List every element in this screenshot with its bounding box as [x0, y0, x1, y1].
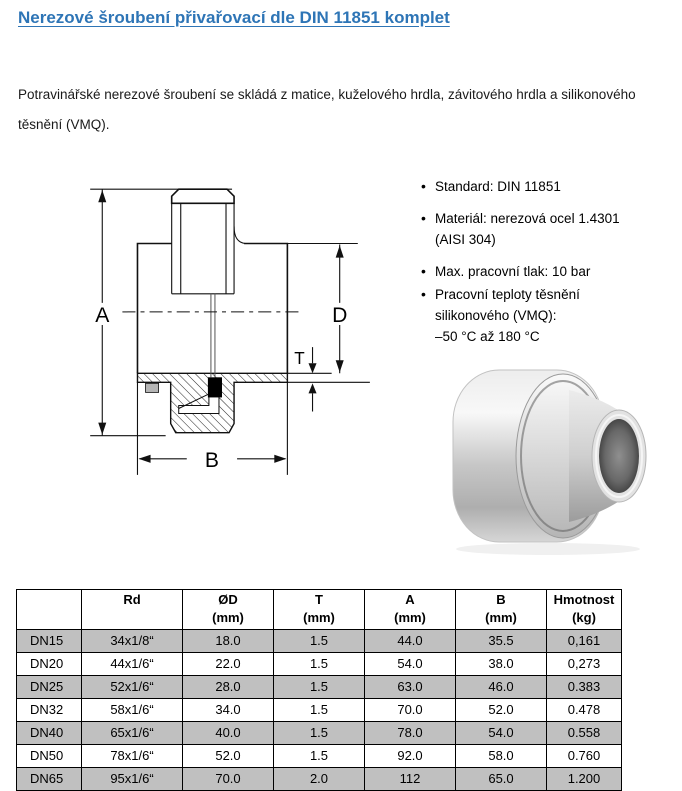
cell-a: 54.0 [365, 653, 456, 676]
dim-label-a: A [95, 303, 110, 327]
bullet-icon: • [421, 263, 426, 279]
cell-t: 1.5 [274, 676, 365, 699]
list-item [410, 261, 682, 282]
column-header-hmotnost: Hmotnost (kg) [547, 590, 622, 630]
intro-paragraph: Potravinářské nerezové šroubení se skládá z matice, kuželového hrdla, závitového hrdla a silikonového těsnění (VMQ). [18, 87, 636, 132]
table-row [17, 699, 622, 722]
cell-weight: 0.478 [547, 699, 622, 722]
photo-shadow [456, 543, 640, 555]
cell-t: 1.5 [274, 745, 365, 768]
cell-rd: 58x1/6“ [82, 699, 183, 722]
cell-b: 52.0 [456, 699, 547, 722]
column-header-a: A (mm) [365, 590, 456, 630]
column-header-rd: Rd [82, 590, 183, 630]
dim-label-d: D [332, 303, 348, 327]
cell-t: 1.5 [274, 699, 365, 722]
spec-line: Materiál: nerezová ocel 1.4301 [435, 211, 620, 226]
cell-rd: 44x1/6“ [82, 653, 183, 676]
cell-od: 70.0 [183, 768, 274, 791]
column-header-b: B (mm) [456, 590, 547, 630]
bullet-icon: • [421, 178, 426, 194]
section-hatch [137, 294, 287, 433]
cell-b: 46.0 [456, 676, 547, 699]
cell-rd: 78x1/6“ [82, 745, 183, 768]
cell-rd: 65x1/6“ [82, 722, 183, 745]
dimension-table [16, 589, 622, 791]
cell-dn: DN20 [17, 653, 82, 676]
cell-dn: DN32 [17, 699, 82, 722]
spec-line: (AISI 304) [435, 232, 496, 247]
table-row [17, 768, 622, 791]
bullet-icon: • [421, 210, 426, 226]
list-item [410, 208, 682, 250]
table-row [17, 676, 622, 699]
cell-a: 70.0 [365, 699, 456, 722]
cell-t: 1.5 [274, 630, 365, 653]
cell-a: 78.0 [365, 722, 456, 745]
cell-od: 18.0 [183, 630, 274, 653]
cell-dn: DN25 [17, 676, 82, 699]
column-header-t: T (mm) [274, 590, 365, 630]
cell-weight: 0.760 [547, 745, 622, 768]
table-row [17, 745, 622, 768]
table-row [17, 722, 622, 745]
cell-b: 58.0 [456, 745, 547, 768]
cell-weight: 1.200 [547, 768, 622, 791]
cell-t: 1.5 [274, 722, 365, 745]
list-item [410, 284, 682, 347]
spec-line: silikonového (VMQ): [435, 308, 557, 323]
spec-line: Standard: DIN 11851 [435, 179, 561, 194]
technical-drawing [58, 160, 390, 492]
cell-t: 1.5 [274, 653, 365, 676]
part-outline [137, 189, 287, 373]
cell-weight: 0.383 [547, 676, 622, 699]
cell-weight: 0.558 [547, 722, 622, 745]
cell-b: 65.0 [456, 768, 547, 791]
cell-a: 63.0 [365, 676, 456, 699]
cell-od: 22.0 [183, 653, 274, 676]
neck-bore [599, 419, 639, 493]
table-row [17, 630, 622, 653]
cell-a: 44.0 [365, 630, 456, 653]
cell-rd: 95x1/6“ [82, 768, 183, 791]
cell-a: 112 [365, 768, 456, 791]
cell-rd: 52x1/6“ [82, 676, 183, 699]
dim-label-b: B [204, 448, 219, 472]
cell-a: 92.0 [365, 745, 456, 768]
cell-b: 38.0 [456, 653, 547, 676]
product-photo [443, 360, 667, 558]
column-header-od: ØD (mm) [183, 590, 274, 630]
cell-dn: DN65 [17, 768, 82, 791]
spec-list [410, 176, 682, 347]
cell-b: 35.5 [456, 630, 547, 653]
page-title[interactable]: Nerezové šroubení přivařovací dle DIN 11851 komplet [18, 8, 450, 27]
column-header-dn [17, 590, 82, 630]
cell-dn: DN40 [17, 722, 82, 745]
cell-od: 52.0 [183, 745, 274, 768]
cell-od: 28.0 [183, 676, 274, 699]
seal-section [208, 377, 222, 397]
dim-label-t: T [294, 349, 305, 369]
bullet-icon: • [421, 286, 426, 302]
cell-weight: 0,161 [547, 630, 622, 653]
table-row [17, 653, 622, 676]
cell-t: 2.0 [274, 768, 365, 791]
cell-b: 54.0 [456, 722, 547, 745]
spec-line: Max. pracovní tlak: 10 bar [435, 264, 591, 279]
cell-dn: DN50 [17, 745, 82, 768]
list-item [410, 176, 682, 197]
cell-dn: DN15 [17, 630, 82, 653]
table-header-row [17, 590, 622, 630]
spec-line: Pracovní teploty těsnění [435, 287, 580, 302]
spec-line: –50 °C až 180 °C [435, 329, 540, 344]
cell-od: 34.0 [183, 699, 274, 722]
cell-od: 40.0 [183, 722, 274, 745]
cell-rd: 34x1/8“ [82, 630, 183, 653]
cell-weight: 0,273 [547, 653, 622, 676]
